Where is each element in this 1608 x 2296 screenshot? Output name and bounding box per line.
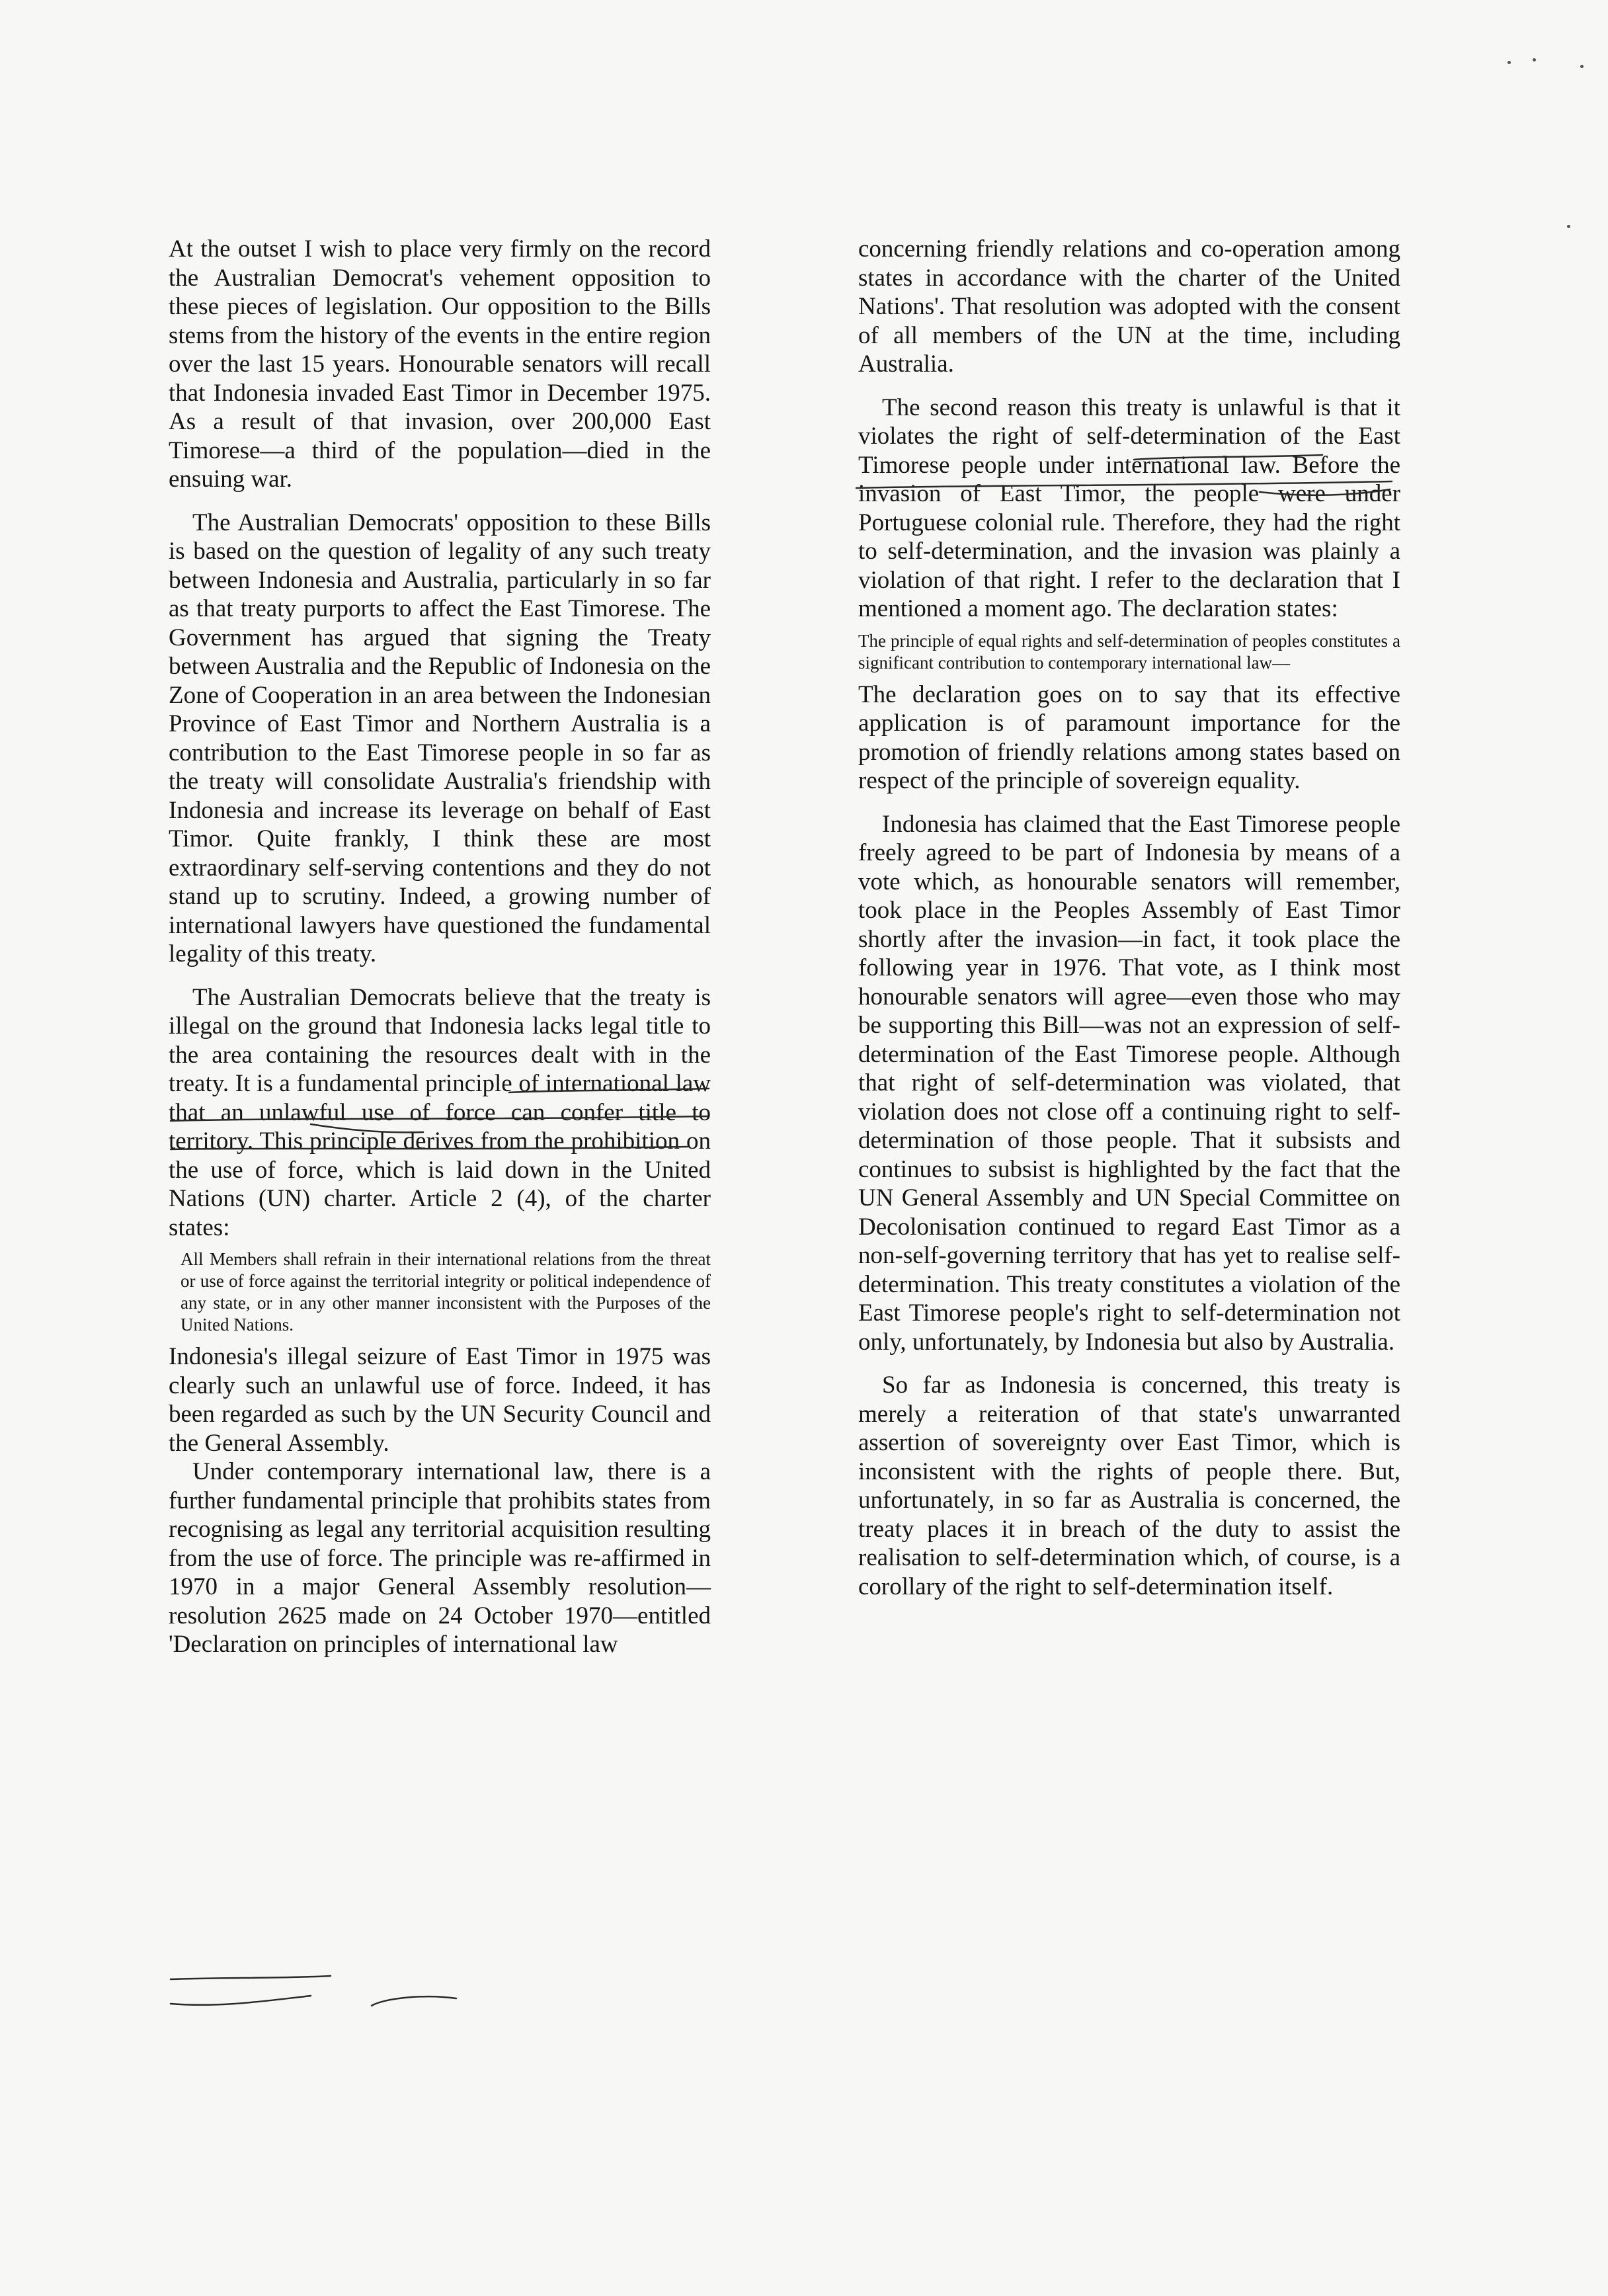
paragraph-illegal-treaty: The Australian Democrats believe that the treaty is illegal on the ground that Indonesia lacks legal title to the area containing the resources dealt with in the treaty. It is a fundamental principle of international law that an unlawful use of force can confer title to territory. This principle derives from the prohibition on the use of force, which is laid down in the United Nations (UN) charter. Article 2 (4), of the charter states: — [169, 983, 711, 1241]
paragraph-second-reason: The second reason this treaty is unlawful is that it violates the right of self-determination of the East Timorese people under international law. Before the invasion of East Timor, the people were under Portuguese colonial rule. Therefore, they had the right to self-determination, and the invasion was plainly a violation of that right. I refer to the declaration that I mentioned a moment ago. The declaration states: — [858, 393, 1400, 622]
paper-speck — [1567, 225, 1570, 228]
paragraph-legality: The Australian Democrats' opposition to these Bills is based on the question of legality of any such treaty between Indonesia and Australia, particularly in so far as that treaty purports to affect the East Timorese. The Government has argued that signing the Treaty between Australia and the Republic of Indonesia on the Zone of Cooperation in an area between the Indonesian Province of East Timor and Northern Australia is a contribution to the East Timorese people in so far as the treaty will consolidate Australia's friendship with Indonesia and increase its leverage on behalf of East Timor. Quite frankly, I think these are most extraordinary self-serving contentions and they do not stand up to scrutiny. Indeed, a growing number of international lawyers have questioned the fundamental legality of this treaty. — [169, 509, 711, 967]
quote-declaration: The principle of equal rights and self-determination of peoples constitutes a significant contribution to contemporary international law— — [858, 630, 1400, 673]
paragraph-declaration-continues: The declaration goes on to say that its effective application is of paramount importance for the promotion of friendly relations among states based on respect of the principle of sovereign equality. — [858, 680, 1400, 794]
paper-speck — [1508, 61, 1511, 64]
paragraph-continuation: concerning friendly relations and co-operation among states in accordance with the charter of the United Nations'. That resolution was adopted with the consent of all members of the UN at the time, including Australia. — [858, 235, 1400, 378]
paragraph-so-far: So far as Indonesia is concerned, this treaty is merely a reiteration of that state's unwarranted assertion of sovereignty over East Timor, which is inconsistent with the rights of people there. But, unfortunately, in so far as Australia is concerned, the treaty places it in breach of the duty to assist the realisation to self-determination which, of course, is a corollary of the right to self-determination itself. — [858, 1372, 1400, 1600]
right-column — [858, 235, 1400, 1601]
quote-un-charter: All Members shall refrain in their international relations from the threat or use of force against the territorial integrity or political independence of any state, or in any other manner inconsistent with the Purposes of the United Nations. — [181, 1249, 711, 1334]
paper-speck — [1580, 65, 1584, 68]
left-column — [169, 235, 711, 1659]
paragraph-opening: At the outset I wish to place very firmly on the record the Australian Democrat's vehement opposition to these pieces of legislation. Our opposition to the Bills stems from the history of the events in the entire region over the last 15 years. Honourable senators will recall that Indonesia invaded East Timor in December 1975. As a result of that invasion, over 200,000 East Timorese—a third of the population—died in the ensuing war. — [169, 235, 711, 493]
paper-speck — [1533, 58, 1536, 62]
paragraph-indonesia-claim: Indonesia has claimed that the East Timorese people freely agreed to be part of Indonesia by means of a vote which, as honourable senators will remember, took place in the Peoples Assembly of East Timor shortly after the invasion—in fact, it took place the following year in 1976. That vote, as I think most honourable senators will agree—even those who may be supporting this Bill—was not an expression of self-determination of the East Timorese people. Although that right of self-determination was violated, that violation does not close off a continuing right to self-determination of those people. That it subsists and continues to subsist is highlighted by the fact that the UN General Assembly and UN Special Committee on Decolonisation continued to regard East Timor as a non-self-governing territory that has yet to realise self-determination. This treaty constitutes a violation of the East Timorese people's right to self-determination not only, unfortunately, by Indonesia but also by Australia. — [858, 810, 1400, 1356]
paragraph-contemporary-law: Under contemporary international law, there is a further fundamental principle that prohibits states from recognising as legal any territorial acquisition resulting from the use of force. The principle was re-affirmed in 1970 in a major General Assembly resolution—resolution 2625 made on 24 October 1970—entitled 'Declaration on principles of international law — [169, 1458, 711, 1658]
paragraph-after-quote: Indonesia's illegal seizure of East Timor in 1975 was clearly such an unlawful use of force. Indeed, it has been regarded as such by the UN Security Council and the General Assembly. — [169, 1343, 711, 1457]
